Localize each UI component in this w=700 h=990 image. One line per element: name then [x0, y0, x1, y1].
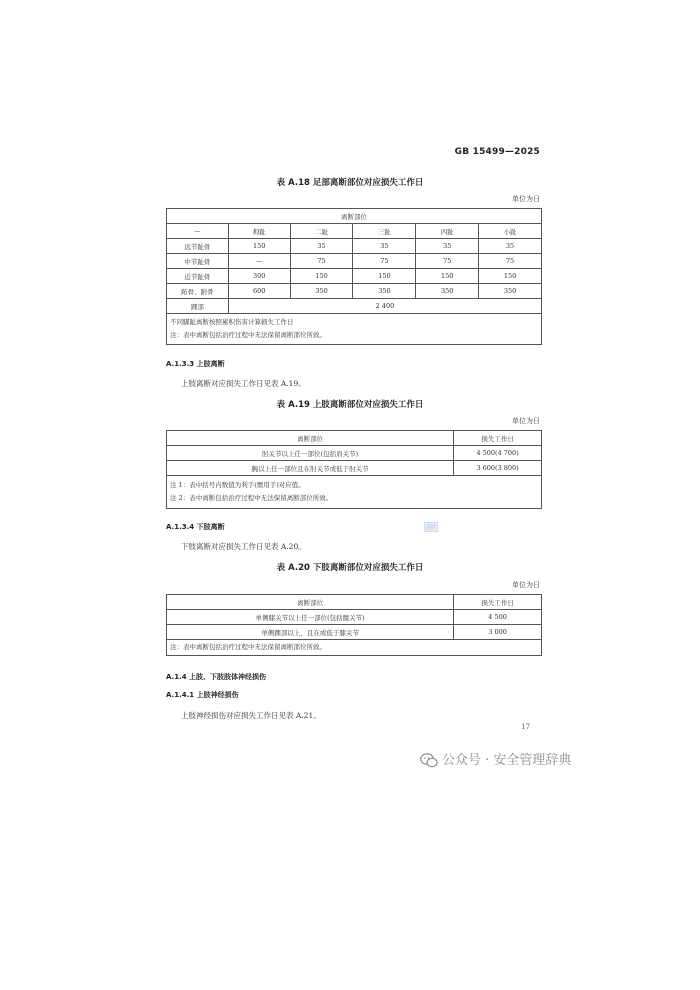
- watermark: [420, 749, 571, 768]
- cell: 腕以上任一部位且在肘关节或低于肘关节: [167, 461, 454, 476]
- standard-number: GB 15499—2025: [454, 147, 540, 157]
- section-text-a133: 上肢离断对应损失工作日见表 A.19。: [181, 379, 306, 388]
- section-heading-a133: A.1.3.3 上肢离断: [166, 360, 225, 368]
- table-a18-col-header: 四趾: [416, 224, 479, 239]
- note-line: 注：表中离断包括治疗过程中无法保留离断部位所致。: [170, 643, 326, 651]
- cell: 75: [290, 254, 353, 269]
- table-a20-caption: 表 A.20 下肢离断部位对应损失工作日: [276, 563, 424, 573]
- cell: 150: [479, 269, 542, 284]
- page-number: 17: [521, 723, 530, 731]
- watermark-text: 公众号 · 安全管理辞典: [442, 753, 572, 768]
- table-a18: [166, 208, 542, 345]
- table-a18-col-header: —: [167, 224, 229, 239]
- section-heading-a134: A.1.3.4 下肢离断: [166, 523, 225, 531]
- table-a18-col-header: 三趾: [353, 224, 416, 239]
- cell: 单侧膝关节以上任一部位(包括髋关节): [167, 610, 454, 625]
- table-a19-header: 损失工作日: [454, 431, 542, 446]
- cell: 300: [228, 269, 290, 284]
- cell: 350: [353, 284, 416, 299]
- table-a18-col-header: 二趾: [290, 224, 353, 239]
- table-a20-header: 离断部位: [167, 595, 454, 610]
- cell: 35: [416, 239, 479, 254]
- cell: 350: [290, 284, 353, 299]
- table-a18-col-header: 小趾: [479, 224, 542, 239]
- table-row: [167, 610, 542, 625]
- row-label: 跖骨、跗骨: [167, 284, 229, 299]
- table-a20-unit: 单位为日: [512, 581, 540, 589]
- cell: 350: [416, 284, 479, 299]
- table-a20: [166, 594, 542, 656]
- table-row: [167, 284, 542, 299]
- cell: —: [228, 254, 290, 269]
- table-row: [167, 461, 542, 476]
- row-label: 踝部: [167, 299, 229, 314]
- table-a19-unit: 单位为日: [512, 417, 540, 425]
- table-row: [167, 625, 542, 640]
- cell: 350: [479, 284, 542, 299]
- cell: 35: [353, 239, 416, 254]
- table-a20-notes: [167, 640, 542, 656]
- section-text-a134: 下肢离断对应损失工作日见表 A.20。: [181, 542, 306, 551]
- table-row: [167, 254, 542, 269]
- table-a19-caption: 表 A.19 上肢离断部位对应损失工作日: [276, 400, 424, 410]
- note-line: 注：表中离断包括治疗过程中无法保留离断部位所致。: [170, 331, 326, 339]
- table-a18-notes: [167, 314, 542, 345]
- cell: 35: [479, 239, 542, 254]
- cell: 35: [290, 239, 353, 254]
- wechat-icon: [420, 753, 438, 768]
- section-heading-a14: A.1.4 上肢、下肢肢体神经损伤: [166, 673, 267, 681]
- cell: 75: [416, 254, 479, 269]
- table-a19-header: 离断部位: [167, 431, 454, 446]
- cell: 150: [416, 269, 479, 284]
- note-line: 注 2：表中离断包括治疗过程中无法保留离断部位所致。: [170, 494, 333, 502]
- table-a20-header: 损失工作日: [454, 595, 542, 610]
- cell: 3 000: [454, 625, 542, 640]
- cell: 4 500(4 700): [454, 446, 542, 461]
- cell: 150: [353, 269, 416, 284]
- table-a18-unit: 单位为日: [512, 195, 540, 203]
- cell: 肘关节以上任一部位(包括肩关节): [167, 446, 454, 461]
- cell: 150: [228, 239, 290, 254]
- note-line: 不同脚趾离断按照累积伤害计算损失工作日: [170, 318, 294, 326]
- table-a19: [166, 430, 542, 509]
- cell: 75: [353, 254, 416, 269]
- row-label: 远节趾骨: [167, 239, 229, 254]
- row-label: 近节趾骨: [167, 269, 229, 284]
- note-line: 注 1：表中括号内数值为利手(惯用手)对应值。: [170, 481, 305, 489]
- section-heading-a141: A.1.4.1 上肢神经损伤: [166, 691, 239, 699]
- cell: 单侧踝部以上，且在或低于膝关节: [167, 625, 454, 640]
- table-a19-notes: [167, 476, 542, 509]
- cell: 150: [290, 269, 353, 284]
- cell: 2 400: [228, 299, 541, 314]
- table-row: [167, 269, 542, 284]
- cell: 4 500: [454, 610, 542, 625]
- section-text-a141: 上肢神经损伤对应损失工作日见表 A.21。: [181, 711, 321, 720]
- document-icon: [424, 522, 438, 532]
- table-a18-col-header: 拇趾: [228, 224, 290, 239]
- cell: 600: [228, 284, 290, 299]
- cell: 75: [479, 254, 542, 269]
- table-a18-group-header: 离断部位: [167, 209, 542, 224]
- table-a18-caption: 表 A.18 足部离断部位对应损失工作日: [276, 178, 424, 188]
- table-row: [167, 446, 542, 461]
- row-label: 中节趾骨: [167, 254, 229, 269]
- table-row: [167, 299, 542, 314]
- table-row: [167, 239, 542, 254]
- cell: 3 600(3 800): [454, 461, 542, 476]
